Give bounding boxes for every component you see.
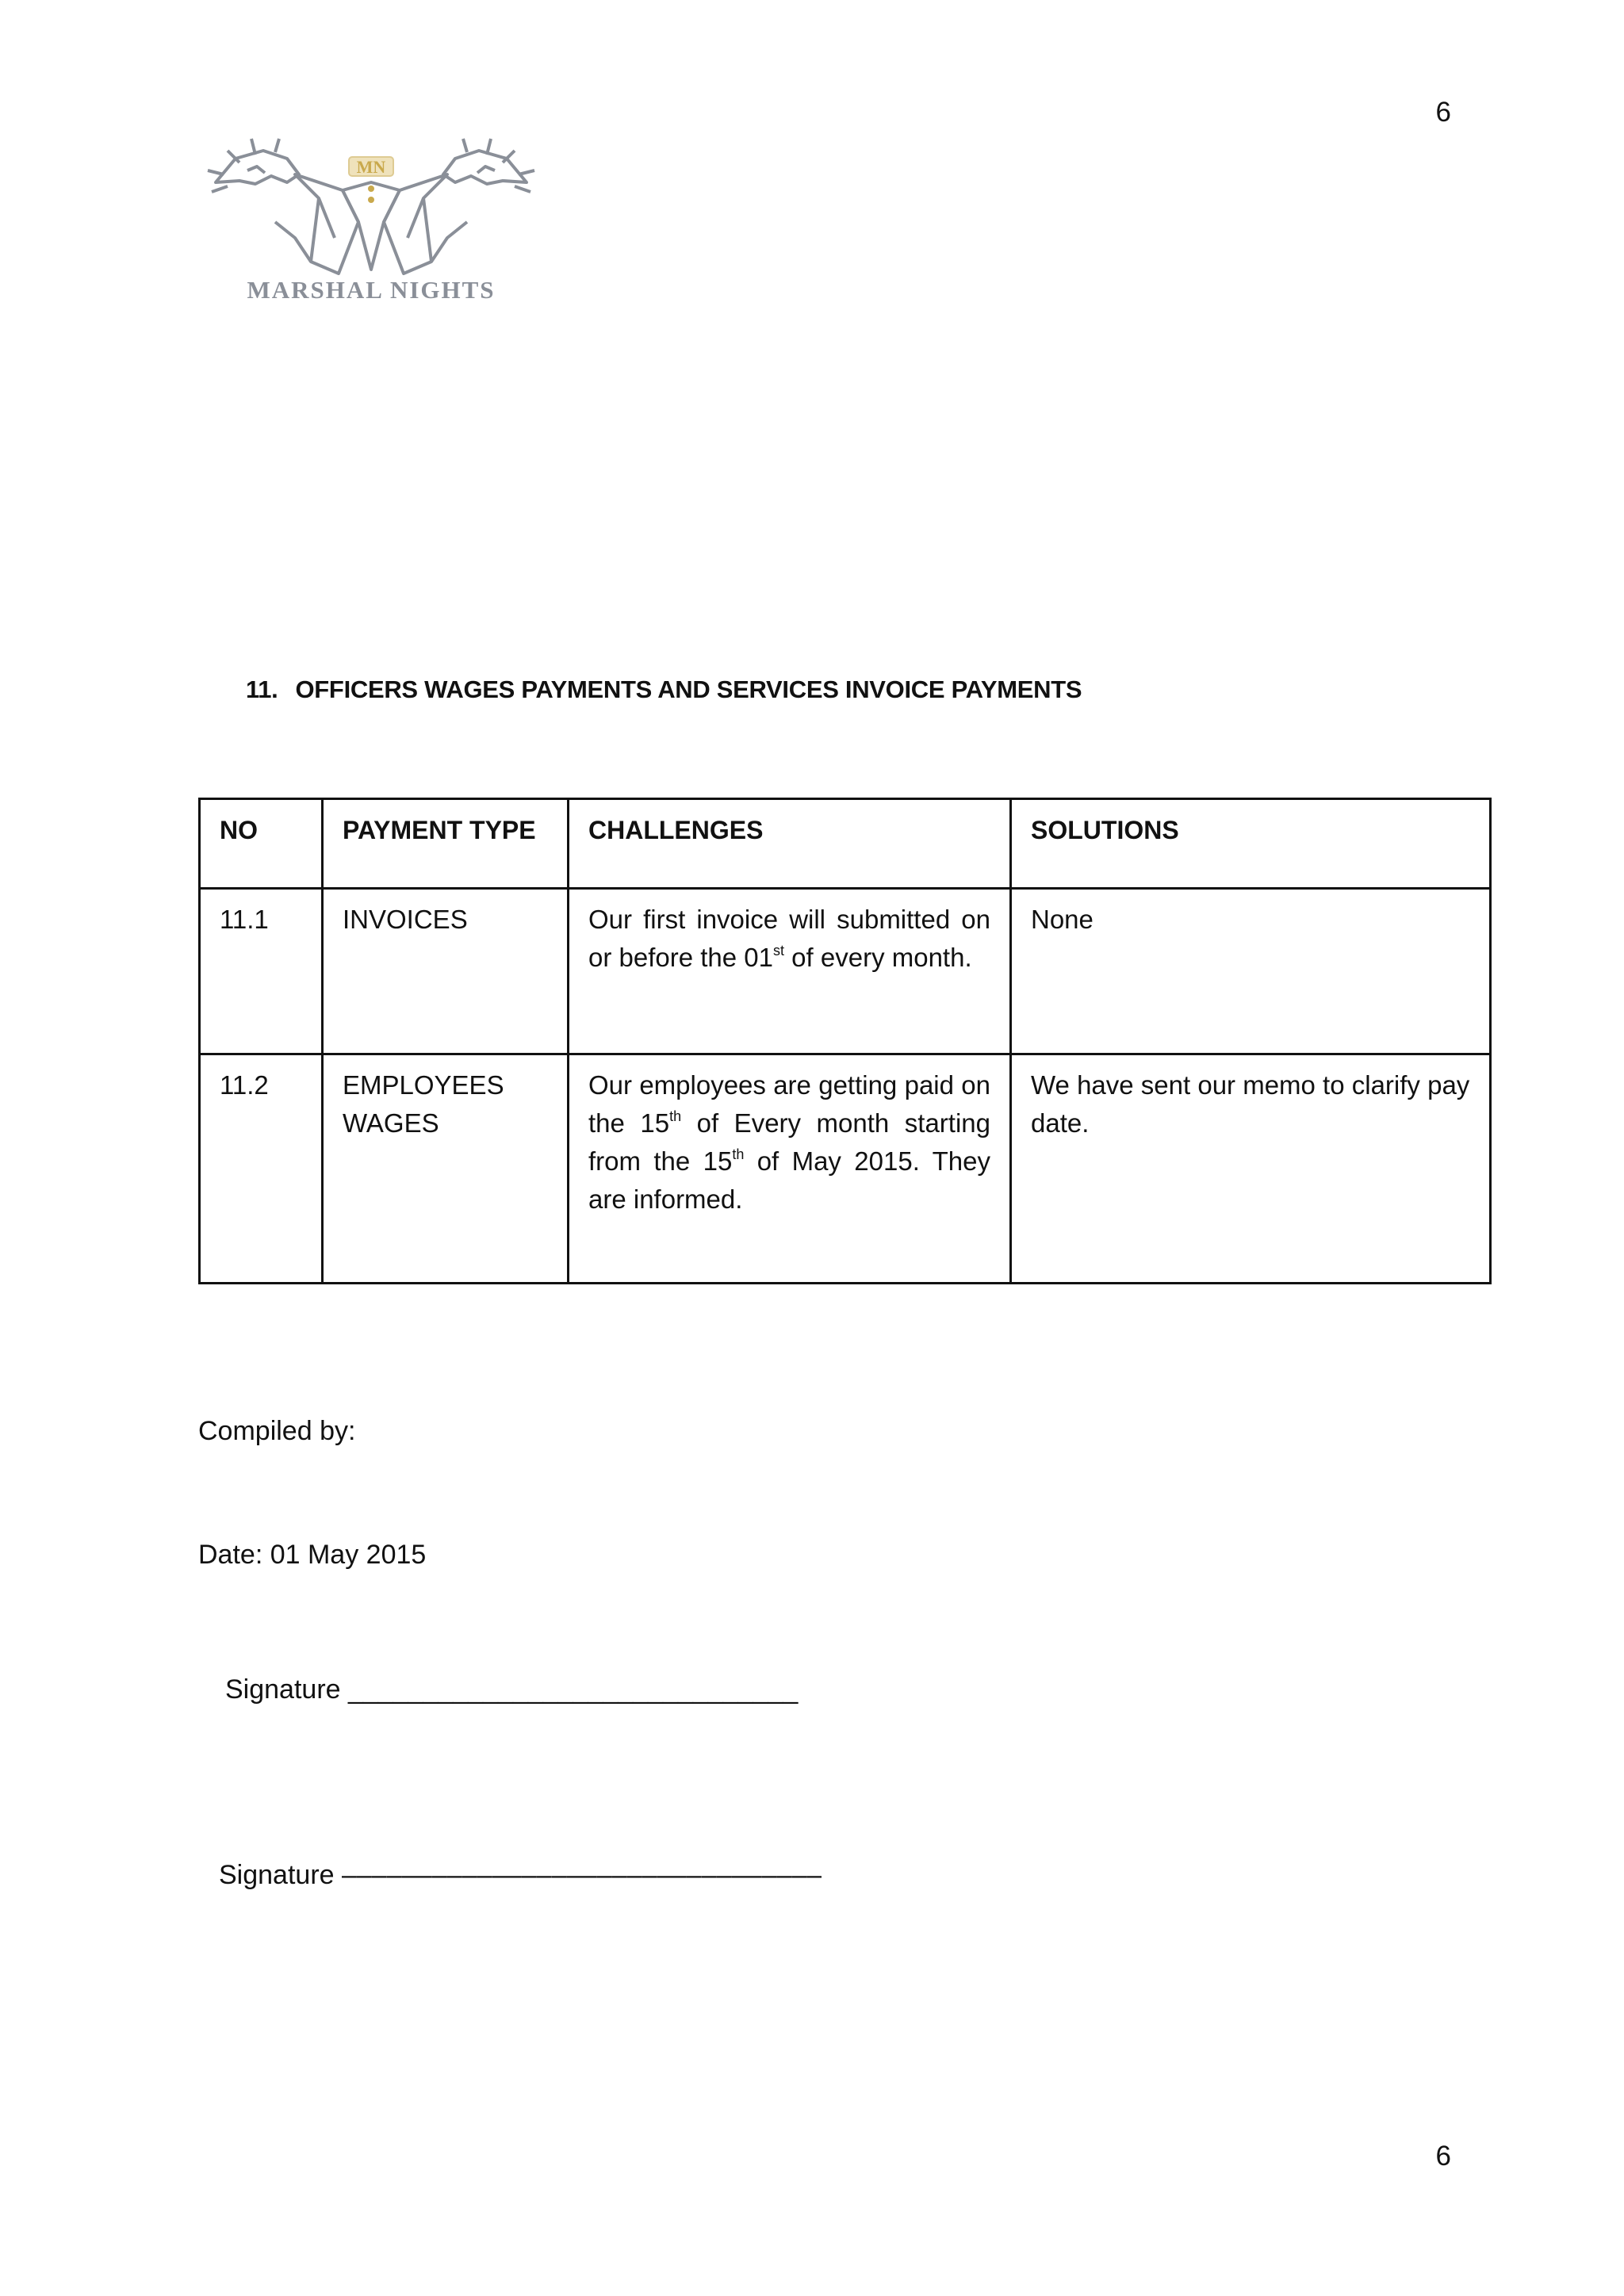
header-solutions: SOLUTIONS (1011, 799, 1491, 889)
lion-crest-icon (200, 127, 542, 277)
company-logo (200, 127, 542, 311)
cell-payment-type (323, 889, 569, 1054)
payment-type-line: EMPLOYEES (343, 1070, 504, 1100)
challenge-text: Our first invoice will submitted on or before the 01 (588, 905, 990, 972)
payment-type-line: WAGES (343, 1108, 439, 1138)
signature-line-2: Signature –––––––––––––––––––––––––––––––– (219, 1860, 822, 1890)
challenge-text: of Every month starting from the 15 (588, 1108, 991, 1176)
section-number: 11. (246, 675, 278, 703)
cell-solution: None (1011, 889, 1491, 1054)
page-number-top: 6 (1435, 97, 1451, 128)
cell-no: 11.2 (200, 1054, 323, 1284)
header-challenges: CHALLENGES (569, 799, 1011, 889)
payment-type-line: INVOICES (343, 905, 468, 934)
table-row (200, 1054, 1491, 1284)
challenge-text: of every month. (784, 943, 972, 972)
date-line: Date: 01 May 2015 (198, 1540, 427, 1570)
challenge-text: Our employees are getting paid on the 15 (588, 1070, 990, 1138)
section-heading (246, 675, 1082, 704)
ordinal-suffix: st (773, 943, 785, 959)
challenge-text: of May 2015. They are informed. (588, 1146, 990, 1214)
cell-payment-type (323, 1054, 569, 1284)
payments-table (198, 798, 1492, 1284)
ordinal-suffix: th (732, 1146, 745, 1162)
logo-wordmark: MARSHAL NIGHTS (247, 276, 496, 304)
compiled-by-label: Compiled by: (198, 1416, 356, 1446)
page-number-bottom: 6 (1435, 2141, 1451, 2172)
cell-challenge (569, 1054, 1011, 1284)
section-title: OFFICERS WAGES PAYMENTS AND SERVICES INVOICE PAYMENTS (295, 675, 1082, 703)
table-row (200, 889, 1491, 1054)
header-payment-type: PAYMENT TYPE (323, 799, 569, 889)
table-header-row (200, 799, 1491, 889)
cell-solution: We have sent our memo to clarify pay date. (1011, 1054, 1491, 1284)
logo-monogram: MN (356, 157, 386, 177)
header-no: NO (200, 799, 323, 889)
signature-line-1: Signature ______________________________ (225, 1674, 799, 1705)
cell-challenge (569, 889, 1011, 1054)
cell-no: 11.1 (200, 889, 323, 1054)
ordinal-suffix: th (669, 1108, 682, 1124)
